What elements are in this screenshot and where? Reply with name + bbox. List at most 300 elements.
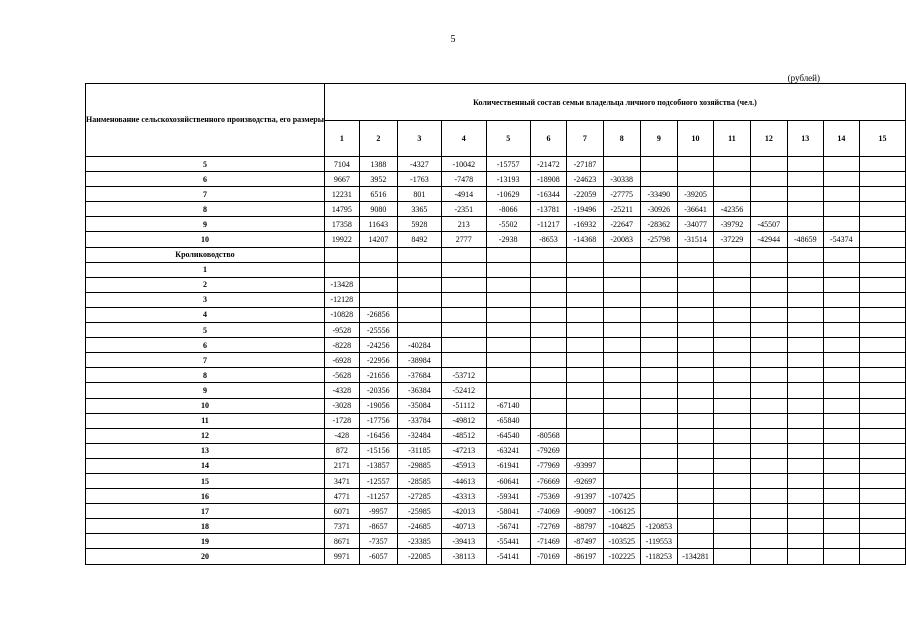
table-cell	[603, 262, 640, 277]
row-label: 6	[86, 338, 325, 353]
table-cell: -13428	[324, 277, 359, 292]
table-cell	[677, 353, 713, 368]
table-cell	[860, 368, 906, 383]
table-cell	[486, 292, 530, 307]
table-cell	[787, 262, 823, 277]
table-cell	[640, 368, 677, 383]
table-cell	[530, 368, 566, 383]
table-cell	[823, 353, 859, 368]
table-cell: -118253	[640, 549, 677, 564]
table-cell: -38984	[397, 353, 441, 368]
table-cell	[640, 413, 677, 428]
table-cell	[567, 428, 603, 443]
row-label: 13	[86, 443, 325, 458]
row-label: 3	[86, 292, 325, 307]
table-row	[86, 428, 906, 443]
table-cell	[787, 383, 823, 398]
table-cell	[750, 413, 787, 428]
table-cell	[677, 383, 713, 398]
table-cell: -2938	[486, 232, 530, 247]
table-row	[86, 504, 906, 519]
table-cell: 3471	[324, 473, 359, 488]
table-cell: -5502	[486, 217, 530, 232]
table-cell: -92697	[567, 473, 603, 488]
table-cell	[530, 247, 566, 262]
table-cell: -6057	[359, 549, 397, 564]
table-row	[86, 292, 906, 307]
table-cell	[640, 443, 677, 458]
table-cell	[677, 443, 713, 458]
table-cell	[640, 323, 677, 338]
table-cell: -10828	[324, 307, 359, 322]
table-cell	[823, 383, 859, 398]
table-cell	[787, 549, 823, 564]
table-row	[86, 353, 906, 368]
table-cell	[530, 338, 566, 353]
table-cell	[823, 187, 859, 202]
table-cell: -37684	[397, 368, 441, 383]
table-cell: -53712	[441, 368, 486, 383]
table-cell	[486, 353, 530, 368]
table-cell	[750, 368, 787, 383]
table-cell	[823, 277, 859, 292]
table-row	[86, 443, 906, 458]
table-cell	[603, 157, 640, 172]
table-cell: -58041	[486, 504, 530, 519]
column-header: 4	[441, 121, 486, 157]
table-row	[86, 172, 906, 187]
table-cell: -24256	[359, 338, 397, 353]
table-cell	[567, 368, 603, 383]
table-cell: -48659	[787, 232, 823, 247]
table-cell	[750, 277, 787, 292]
table-cell	[750, 489, 787, 504]
table-cell: -10042	[441, 157, 486, 172]
table-cell	[441, 292, 486, 307]
table-cell	[823, 202, 859, 217]
table-cell	[640, 247, 677, 262]
table-cell: -103525	[603, 534, 640, 549]
table-cell	[714, 443, 750, 458]
table-cell	[787, 157, 823, 172]
table-cell: -8657	[359, 519, 397, 534]
table-cell	[530, 413, 566, 428]
table-cell: -16456	[359, 428, 397, 443]
table-cell	[787, 277, 823, 292]
table-cell	[640, 277, 677, 292]
table-row	[86, 323, 906, 338]
table-cell	[640, 262, 677, 277]
table-cell: -134281	[677, 549, 713, 564]
row-label: 2	[86, 277, 325, 292]
table-cell: -12557	[359, 473, 397, 488]
table-cell	[823, 398, 859, 413]
table-cell: 3365	[397, 202, 441, 217]
table-cell	[860, 307, 906, 322]
table-cell: -11257	[359, 489, 397, 504]
table-cell	[787, 307, 823, 322]
table-cell	[567, 307, 603, 322]
table-cell: 7371	[324, 519, 359, 534]
table-cell: -21472	[530, 157, 566, 172]
row-label: 4	[86, 307, 325, 322]
table-cell: -20083	[603, 232, 640, 247]
table-cell: -54141	[486, 549, 530, 564]
table-cell	[567, 353, 603, 368]
table-cell	[714, 534, 750, 549]
table-cell	[823, 443, 859, 458]
table-cell: -93997	[567, 458, 603, 473]
table-cell	[397, 277, 441, 292]
table-cell	[677, 307, 713, 322]
table-cell: -9528	[324, 323, 359, 338]
table-cell	[603, 413, 640, 428]
table-cell: -25985	[397, 504, 441, 519]
table-cell	[603, 458, 640, 473]
table-cell	[603, 443, 640, 458]
table-cell: -13193	[486, 172, 530, 187]
table-cell	[530, 292, 566, 307]
row-label: 5	[86, 157, 325, 172]
table-cell: -1728	[324, 413, 359, 428]
table-cell	[714, 247, 750, 262]
table-cell	[640, 458, 677, 473]
table-cell: -80568	[530, 428, 566, 443]
table-row	[86, 413, 906, 428]
table-cell	[787, 292, 823, 307]
table-row	[86, 232, 906, 247]
table-cell	[787, 489, 823, 504]
table-cell: -2351	[441, 202, 486, 217]
table-cell: 2171	[324, 458, 359, 473]
table-cell	[787, 323, 823, 338]
table-cell: -43313	[441, 489, 486, 504]
table-cell	[750, 202, 787, 217]
table-cell	[603, 428, 640, 443]
table-cell: -45913	[441, 458, 486, 473]
table-cell	[714, 307, 750, 322]
table-cell	[823, 473, 859, 488]
table-cell	[397, 323, 441, 338]
table-cell	[567, 383, 603, 398]
table-cell	[860, 172, 906, 187]
table-cell: -37229	[714, 232, 750, 247]
table-cell: 7104	[324, 157, 359, 172]
table-cell	[823, 323, 859, 338]
table-row	[86, 202, 906, 217]
column-header: 10	[677, 121, 713, 157]
table-cell	[860, 534, 906, 549]
table-cell	[714, 157, 750, 172]
table-cell	[486, 247, 530, 262]
table-cell	[860, 338, 906, 353]
table-cell	[714, 277, 750, 292]
table-cell: -33784	[397, 413, 441, 428]
row-label: 17	[86, 504, 325, 519]
table-cell: -15156	[359, 443, 397, 458]
table-cell	[714, 338, 750, 353]
table-cell	[860, 473, 906, 488]
table-cell	[441, 262, 486, 277]
table-cell: -54374	[823, 232, 859, 247]
row-label: 14	[86, 458, 325, 473]
table-cell	[359, 292, 397, 307]
table-cell: 17358	[324, 217, 359, 232]
table-cell	[603, 383, 640, 398]
table-cell: -79269	[530, 443, 566, 458]
row-label: 11	[86, 413, 325, 428]
table-cell	[823, 519, 859, 534]
table-cell: -20356	[359, 383, 397, 398]
table-cell	[714, 262, 750, 277]
table-cell	[603, 398, 640, 413]
table-cell	[860, 428, 906, 443]
table-cell: -34077	[677, 217, 713, 232]
table-cell: -28585	[397, 473, 441, 488]
table-cell: -30338	[603, 172, 640, 187]
table-row	[86, 473, 906, 488]
table-cell	[714, 428, 750, 443]
table-cell	[397, 292, 441, 307]
table-cell	[823, 292, 859, 307]
table-cell	[603, 473, 640, 488]
column-header: 11	[714, 121, 750, 157]
table-cell	[603, 368, 640, 383]
table-cell	[603, 292, 640, 307]
table-cell: -5628	[324, 368, 359, 383]
table-cell: -71469	[530, 534, 566, 549]
row-label: 18	[86, 519, 325, 534]
table-cell: -24685	[397, 519, 441, 534]
table-cell: -3028	[324, 398, 359, 413]
table-cell	[677, 338, 713, 353]
column-header: 3	[397, 121, 441, 157]
table-cell	[750, 383, 787, 398]
table-cell	[677, 413, 713, 428]
row-label: 9	[86, 383, 325, 398]
table-cell: -59341	[486, 489, 530, 504]
table-cell	[714, 413, 750, 428]
row-label: 20	[86, 549, 325, 564]
table-cell	[441, 338, 486, 353]
table-cell: -7478	[441, 172, 486, 187]
table-cell: -8653	[530, 232, 566, 247]
table-cell	[750, 247, 787, 262]
table-cell	[714, 549, 750, 564]
table-row	[86, 398, 906, 413]
table-cell	[823, 549, 859, 564]
table-cell: -70169	[530, 549, 566, 564]
table-cell: -65840	[486, 413, 530, 428]
table-cell: -91397	[567, 489, 603, 504]
table-cell	[750, 473, 787, 488]
table-cell	[787, 338, 823, 353]
table-cell: -90097	[567, 504, 603, 519]
table-cell	[530, 277, 566, 292]
table-cell	[714, 458, 750, 473]
table-cell	[567, 413, 603, 428]
table-cell	[530, 353, 566, 368]
table-cell	[860, 187, 906, 202]
table-cell: -63241	[486, 443, 530, 458]
name-header: Наименование сельскохозяйственного производства, его размеры	[86, 84, 325, 157]
table-cell	[860, 489, 906, 504]
table-cell	[787, 398, 823, 413]
table-cell	[359, 277, 397, 292]
table-cell	[823, 172, 859, 187]
table-cell: 6071	[324, 504, 359, 519]
table-cell	[860, 247, 906, 262]
table-cell	[787, 172, 823, 187]
table-cell: -42356	[714, 202, 750, 217]
table-cell: -14368	[567, 232, 603, 247]
table-cell: -52412	[441, 383, 486, 398]
table-row	[86, 277, 906, 292]
table-cell	[860, 202, 906, 217]
table-cell	[603, 353, 640, 368]
table-cell	[823, 413, 859, 428]
table-cell	[750, 323, 787, 338]
table-cell: -1763	[397, 172, 441, 187]
table-cell	[750, 157, 787, 172]
table-cell: -47213	[441, 443, 486, 458]
table-cell	[714, 519, 750, 534]
table-cell: 9971	[324, 549, 359, 564]
row-label: 8	[86, 368, 325, 383]
table-cell: -87497	[567, 534, 603, 549]
table-cell	[567, 443, 603, 458]
table-cell	[750, 534, 787, 549]
table-cell	[397, 262, 441, 277]
table-cell	[823, 217, 859, 232]
table-cell	[823, 504, 859, 519]
table-cell: -4327	[397, 157, 441, 172]
table-cell	[397, 307, 441, 322]
row-label: 6	[86, 172, 325, 187]
table-cell: -16344	[530, 187, 566, 202]
row-label: 7	[86, 353, 325, 368]
table-cell: -22059	[567, 187, 603, 202]
table-cell	[603, 323, 640, 338]
table-cell	[787, 504, 823, 519]
table-cell	[750, 172, 787, 187]
table-cell: -56741	[486, 519, 530, 534]
table-cell	[677, 489, 713, 504]
table-cell: -31185	[397, 443, 441, 458]
table-cell	[860, 277, 906, 292]
table-row	[86, 489, 906, 504]
table-row	[86, 157, 906, 172]
table-cell: 14207	[359, 232, 397, 247]
table-row	[86, 338, 906, 353]
table-cell	[677, 473, 713, 488]
table-cell	[860, 458, 906, 473]
table-cell	[714, 172, 750, 187]
table-cell	[860, 549, 906, 564]
table-cell	[677, 398, 713, 413]
row-label: 16	[86, 489, 325, 504]
table-cell: -67140	[486, 398, 530, 413]
table-cell	[677, 323, 713, 338]
table-cell	[860, 519, 906, 534]
table-row	[86, 519, 906, 534]
table-cell	[750, 398, 787, 413]
row-label: 19	[86, 534, 325, 549]
row-label: 9	[86, 217, 325, 232]
table-cell	[750, 338, 787, 353]
table-row	[86, 307, 906, 322]
table-cell	[860, 217, 906, 232]
table-cell	[640, 504, 677, 519]
table-cell: 8492	[397, 232, 441, 247]
table-cell: -16932	[567, 217, 603, 232]
table-cell	[486, 338, 530, 353]
table-cell	[640, 383, 677, 398]
table-cell	[677, 534, 713, 549]
table-cell: 1388	[359, 157, 397, 172]
table-cell	[640, 172, 677, 187]
table-cell: -25211	[603, 202, 640, 217]
table-cell: -27187	[567, 157, 603, 172]
table-cell: -4328	[324, 383, 359, 398]
table-cell	[640, 338, 677, 353]
table-cell	[787, 458, 823, 473]
table-cell: -25798	[640, 232, 677, 247]
table-cell: -104825	[603, 519, 640, 534]
table-cell	[441, 277, 486, 292]
table-cell	[860, 292, 906, 307]
table-cell: -120853	[640, 519, 677, 534]
group-header: Количественный состав семьи владельца личного подсобного хозяйства (чел.)	[324, 84, 905, 121]
table-cell	[750, 262, 787, 277]
table-cell	[530, 307, 566, 322]
table-cell: -9957	[359, 504, 397, 519]
table-cell: -86197	[567, 549, 603, 564]
table-body	[86, 157, 906, 565]
table-cell: -107425	[603, 489, 640, 504]
table-cell	[750, 428, 787, 443]
table-cell: -64540	[486, 428, 530, 443]
table-cell	[860, 262, 906, 277]
table-cell: -44613	[441, 473, 486, 488]
table-cell	[860, 232, 906, 247]
table-cell: -77969	[530, 458, 566, 473]
table-cell: -19056	[359, 398, 397, 413]
table-cell	[823, 368, 859, 383]
table-cell: -21656	[359, 368, 397, 383]
table-cell	[787, 534, 823, 549]
table-cell	[750, 307, 787, 322]
table-row	[86, 549, 906, 564]
table-cell	[324, 247, 359, 262]
table-cell	[359, 247, 397, 262]
table-cell: -75369	[530, 489, 566, 504]
unit-label: (рублей)	[787, 73, 820, 83]
table-cell	[860, 353, 906, 368]
table-cell: 19922	[324, 232, 359, 247]
table-cell	[603, 338, 640, 353]
table-cell	[603, 247, 640, 262]
table-cell	[567, 398, 603, 413]
table-cell	[486, 323, 530, 338]
row-label: 12	[86, 428, 325, 443]
table-cell: -30926	[640, 202, 677, 217]
table-cell	[823, 307, 859, 322]
table-row	[86, 368, 906, 383]
table-cell	[486, 262, 530, 277]
table-cell	[714, 489, 750, 504]
table-cell	[860, 413, 906, 428]
